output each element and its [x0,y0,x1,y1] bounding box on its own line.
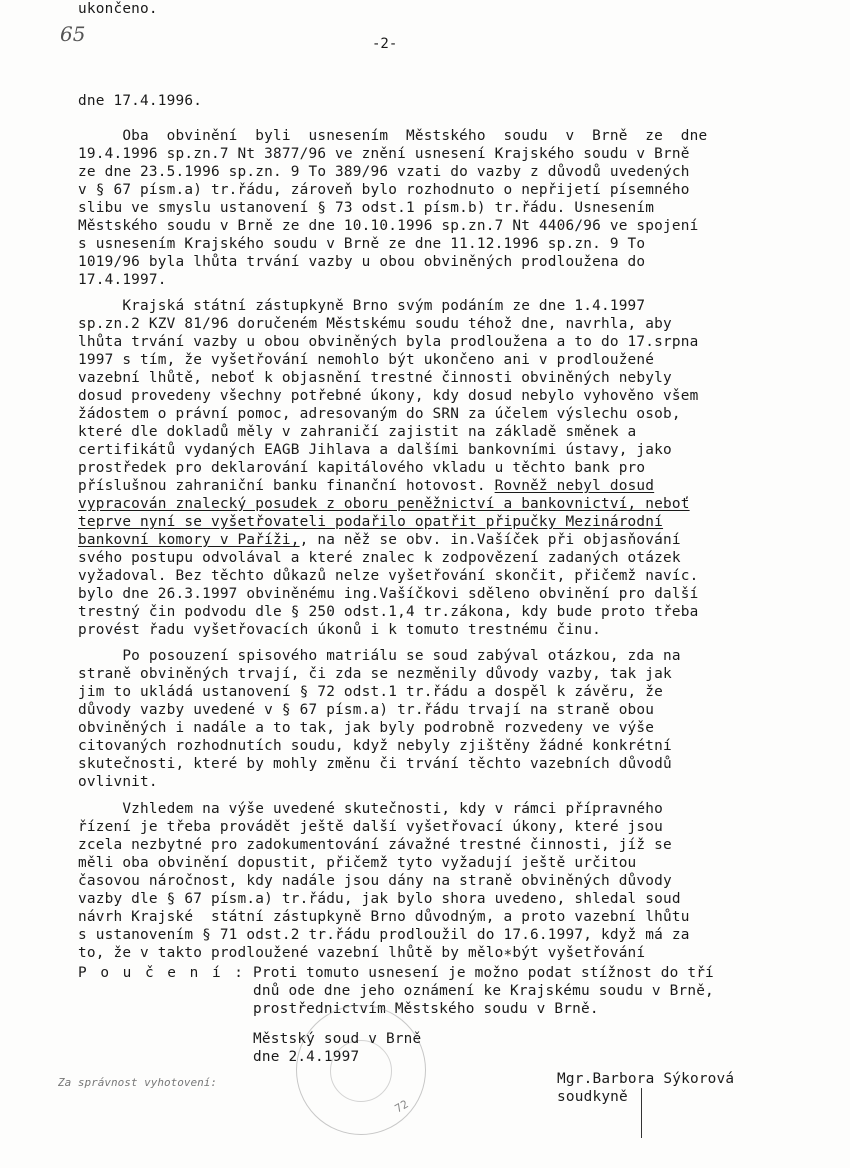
body-line [78,333,698,351]
body-line-text: vyžadoval. Bez těchto důkazů nelze vyšetřování skončit, přičemž navíc. [78,568,699,584]
body-line-text: příslušnou zahraniční banku finanční hotovost. [78,478,495,494]
body-line-text: to, že v takto prodloužené vazební lhůtě by mělo∗být vyšetřování [78,945,646,961]
body-line-text: provést řadu vyšetřovacích úkonů i k tomuto trestnému činu. [78,622,601,638]
body-line-text: časovou náročnost, kdy nadále jsou dány na straně obviněných důvody [78,873,672,889]
body-line [78,908,690,926]
body-line [78,585,698,603]
body-line [78,145,690,163]
body-line-text: 1997 s tím, že vyšetřování nemohlo být ukončeno ani v prodloužené [78,352,655,368]
body-line [78,181,690,199]
body-line [78,297,645,315]
body-line [78,890,681,908]
body-line-text: vypracován znalecký posudek z oboru peněžnictví a bankovnictví, neboť [78,496,690,512]
body-line [78,755,672,773]
body-line-text: měli oba obvinění dopustit, přičemž tyto vyžadují ještě určitou [78,855,637,871]
body-line-continuation: , na něž se obv. in.Vašíček při objasňování [299,532,681,548]
body-line-text: dosud provedeny všechny potřebné úkony, kdy dosud nebylo vyhověno všem [78,388,699,404]
body-line [78,854,636,872]
court-name: Městský soud v Brně [253,1031,422,1047]
body-line [78,549,681,567]
body-line-text: certifikátů vydaných EAGB Jihlava a dalšími bankovními ústavy, jako [78,442,672,458]
body-line-text: Oba obvinění byli usnesením Městského soudu v Brně ze dne [78,128,708,144]
body-line [78,315,672,333]
body-line-text: slibu ve smyslu ustanovení § 73 odst.1 písm.b) tr.řádu. Usnesením [78,200,655,216]
body-line-text: trestný čin podvodu dle § 250 odst.1,4 tr.zákona, kdy bude proto třeba [78,604,699,620]
court-date: dne 2.4.1997 [253,1049,360,1065]
body-line [78,621,601,639]
body-line-text: skutečnosti, které by mohly změnu či trvání těchto vazebních důvodů [78,756,672,772]
body-line-text: vazební lhůtě, neboť k objasnění trestné činnosti obviněných nebyly [78,370,672,386]
body-line [78,127,707,145]
body-line [78,944,645,962]
body-line [78,235,645,253]
body-line-text: zcela nezbytné pro zadokumentování závažné trestné činnosti, jíž se [78,837,672,853]
body-line-text: sp.zn.2 KZV 81/96 doručeném Městskému soudu téhož dne, navrhla, aby [78,316,672,332]
handwritten-page-mark: 65 [60,22,86,46]
body-line [78,271,167,289]
body-line-text: ovlivnit. [78,774,158,790]
body-line [78,387,698,405]
underlined-phrase: Rovněž nebyl dosud [494,478,655,494]
body-line [78,800,663,818]
body-line-text: které dle dokladů měly v zahraničí zajistit na základě směnek a [78,424,637,440]
body-line-text: 19.4.1996 sp.zn.7 Nt 3877/96 ve znění usnesení Krajského soudu v Brně [78,146,690,162]
body-line-text: řízení je třeba provádět ještě další vyšetřovací úkony, které jsou [78,819,664,835]
signature-mark [641,1088,642,1138]
body-line [78,818,663,836]
body-line-text: 1019/96 byla lhůta trvání vazby u obou obviněných prodloužena do [78,254,646,270]
body-line [78,773,158,791]
body-line-text: ukončeno. [78,1,158,17]
body-line [78,92,202,110]
body-line-text: bankovní komory v Paříži, [78,532,300,548]
body-line-text: teprve nyní se vyšetřovateli podařilo opatřit připučky Mezinárodní [78,514,664,530]
body-line [78,531,681,549]
body-line [78,253,645,271]
pouceni-line-3: prostřednictvím Městského soudu v Brně. [253,1001,599,1017]
body-line-text: 17.4.1997. [78,272,167,288]
pouceni-line-1: Proti tomuto usnesení je možno podat stížnost do tří [253,965,714,981]
body-line [78,477,654,495]
body-line-text: prostředek pro deklarování kapitálového vkladu u těchto bank pro [78,460,646,476]
body-line-text: straně obviněných trvají, či zda se nezměnily důvody vazby, tak jak [78,666,672,682]
body-line [78,423,636,441]
body-line-text: bylo dne 26.3.1997 obviněnému ing.Vašíčkovi sděleno obvinění pro další [78,586,699,602]
body-line-text: návrh Krajské státní zástupkyně Brno důvodným, a proto vazební lhůtu [78,909,690,925]
body-line-text: Vzhledem na výše uvedené skutečnosti, kdy v rámci přípravného [78,801,664,817]
pouceni-label: P o u č e n í : [78,965,246,981]
page-number: -2- [372,36,398,52]
body-line-text: jim to ukládá ustanovení § 72 odst.1 tr.řádu a dospěl k závěru, že [78,684,664,700]
body-line [78,737,672,755]
body-line [78,683,663,701]
body-line [78,701,654,719]
body-line [78,926,690,944]
body-line [78,513,663,531]
body-line-text: dne 17.4.1996. [78,93,203,109]
body-line [78,163,690,181]
judge-name: Mgr.Barbora Sýkorová [557,1071,735,1087]
body-line [78,199,654,217]
body-line-text: obviněných i nadále a to tak, jak byly podrobně rozvedeny ve výše [78,720,655,736]
body-line-text: Krajská státní zástupkyně Brno svým podáním ze dne 1.4.1997 [78,298,646,314]
body-line [78,567,698,585]
correctness-note: Za správnost vyhotovení: [58,1076,217,1089]
body-line [78,459,645,477]
body-line-text: svého postupu odvolával a které znalec k zodpovězení zadaných otázek [78,550,681,566]
body-line-text: v § 67 písm.a) tr.řádu, zároveň bylo rozhodnuto o nepřijetí písemného [78,182,690,198]
body-line [78,603,698,621]
body-line-text: s ustanovením § 71 odst.2 tr.řádu prodloužil do 17.6.1997, když má za [78,927,690,943]
body-line [78,405,681,423]
judge-role: soudkyně [557,1089,628,1105]
body-line-text: Městského soudu v Brně ze dne 10.10.1996 sp.zn.7 Nt 4406/96 ve spojení [78,218,699,234]
body-line [78,872,672,890]
body-line [78,441,672,459]
body-line [78,217,698,235]
body-line [78,351,654,369]
body-line [78,495,690,513]
stamp-number: 72 [392,1097,411,1116]
body-line-text: lhůta trvání vazby u obou obviněných byla prodloužena a to do 17.srpna [78,334,699,350]
pouceni-line-2: dnů ode dne jeho oznámení ke Krajskému soudu v Brně, [253,983,714,999]
body-line [78,369,672,387]
body-line [78,836,672,854]
body-line-text: vazby dle § 67 písm.a) tr.řádu, jak bylo shora uvedeno, shledal soud [78,891,681,907]
body-line [78,665,672,683]
body-line-text: ze dne 23.5.1996 sp.zn. 9 To 389/96 vzati do vazby z důvodů uvedených [78,164,690,180]
body-line-text: důvody vazby uvedené v § 67 písm.a) tr.řádu trvají na straně obou [78,702,655,718]
body-line-text: žádostem o právní pomoc, adresovaným do SRN za účelem výslechu osob, [78,406,681,422]
body-line-text: citovaných rozhodnutích soudu, když nebyly zjištěny žádné konkrétní [78,738,672,754]
body-line-text: s usnesením Krajského soudu v Brně ze dne 11.12.1996 sp.zn. 9 To [78,236,646,252]
body-line-text: Po posouzení spisového matriálu se soud zabýval otázkou, zda na [78,648,681,664]
body-line [78,0,158,18]
body-line [78,647,681,665]
body-line [78,719,654,737]
